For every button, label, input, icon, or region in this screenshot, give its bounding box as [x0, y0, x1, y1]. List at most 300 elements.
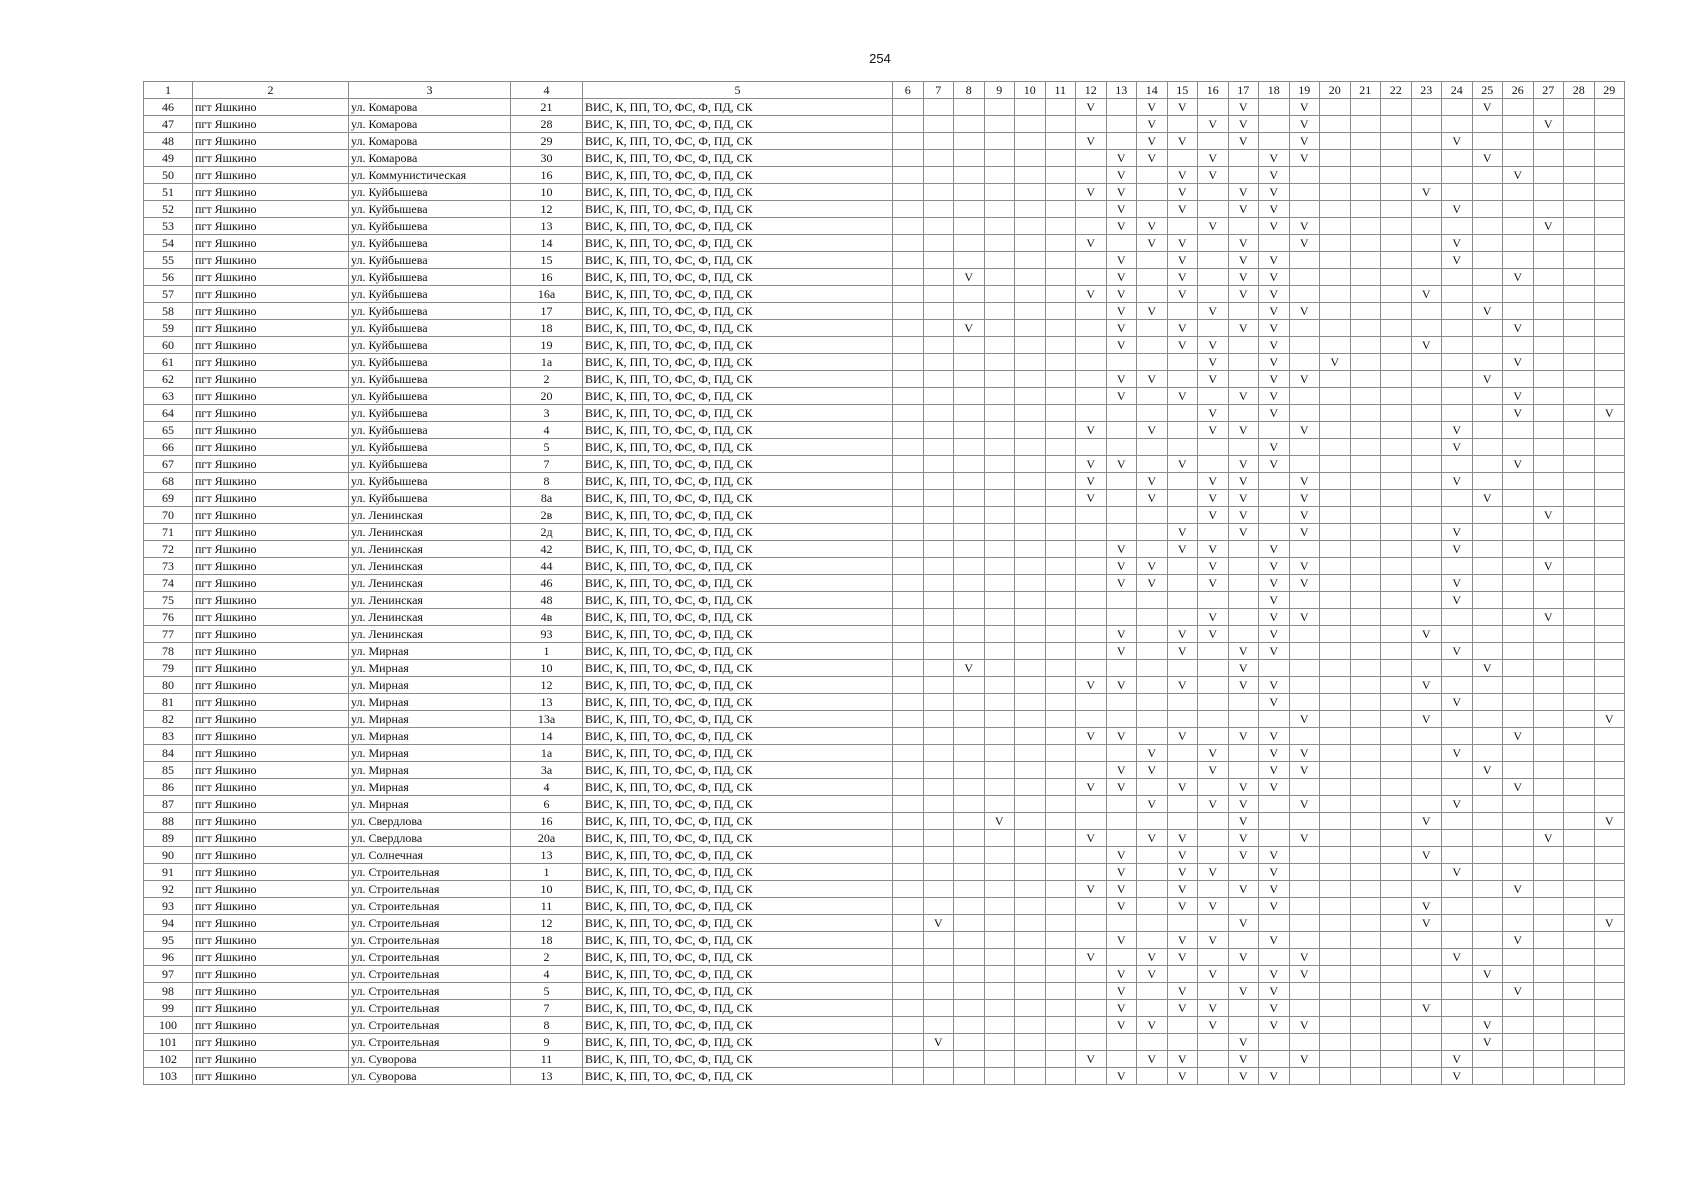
empty-cell — [893, 983, 924, 1000]
row-number: 78 — [144, 643, 193, 660]
empty-cell — [1442, 881, 1473, 898]
empty-cell — [1381, 558, 1412, 575]
empty-cell — [1045, 966, 1076, 983]
row-number: 59 — [144, 320, 193, 337]
empty-cell — [1472, 677, 1503, 694]
empty-cell — [1533, 915, 1564, 932]
empty-cell — [1411, 371, 1442, 388]
empty-cell — [1381, 99, 1412, 116]
settlement-cell: пгт Яшкино — [193, 609, 349, 626]
empty-cell — [984, 303, 1015, 320]
house-number-cell: 30 — [511, 150, 583, 167]
check-mark: V — [1411, 711, 1442, 728]
empty-cell — [1015, 286, 1046, 303]
empty-cell — [1076, 320, 1107, 337]
empty-cell — [1411, 116, 1442, 133]
empty-cell — [1076, 337, 1107, 354]
empty-cell — [1442, 218, 1473, 235]
empty-cell — [1015, 813, 1046, 830]
check-mark: V — [1472, 371, 1503, 388]
house-number-cell: 16а — [511, 286, 583, 303]
empty-cell — [1076, 507, 1107, 524]
empty-cell — [893, 354, 924, 371]
empty-cell — [1381, 1034, 1412, 1051]
empty-cell — [923, 473, 954, 490]
empty-cell — [1259, 915, 1290, 932]
column-header: 3 — [349, 82, 511, 99]
empty-cell — [954, 133, 985, 150]
empty-cell — [1503, 150, 1534, 167]
table-row — [144, 1051, 1625, 1068]
empty-cell — [1350, 609, 1381, 626]
empty-cell — [893, 524, 924, 541]
column-header: 22 — [1381, 82, 1412, 99]
empty-cell — [1503, 473, 1534, 490]
empty-cell — [1564, 371, 1595, 388]
empty-cell — [1381, 303, 1412, 320]
empty-cell — [893, 235, 924, 252]
house-number-cell: 13 — [511, 694, 583, 711]
check-mark: V — [1228, 881, 1259, 898]
check-mark: V — [1167, 286, 1198, 303]
empty-cell — [1320, 116, 1351, 133]
empty-cell — [1472, 507, 1503, 524]
check-mark: V — [1289, 473, 1320, 490]
work-types-cell: ВИС, К, ПП, ТО, ФС, Ф, ПД, СК — [583, 99, 893, 116]
check-mark: V — [1106, 184, 1137, 201]
row-number: 52 — [144, 201, 193, 218]
settlement-cell: пгт Яшкино — [193, 303, 349, 320]
empty-cell — [923, 235, 954, 252]
empty-cell — [1045, 694, 1076, 711]
empty-cell — [1472, 864, 1503, 881]
empty-cell — [1289, 541, 1320, 558]
empty-cell — [984, 847, 1015, 864]
empty-cell — [1137, 898, 1168, 915]
empty-cell — [1289, 456, 1320, 473]
empty-cell — [1228, 864, 1259, 881]
work-types-cell: ВИС, К, ПП, ТО, ФС, Ф, ПД, СК — [583, 524, 893, 541]
empty-cell — [1259, 133, 1290, 150]
empty-cell — [1594, 643, 1625, 660]
empty-cell — [1472, 1051, 1503, 1068]
check-mark: V — [1106, 541, 1137, 558]
table-row — [144, 1000, 1625, 1017]
empty-cell — [1289, 201, 1320, 218]
empty-cell — [923, 558, 954, 575]
empty-cell — [1015, 490, 1046, 507]
table-row — [144, 932, 1625, 949]
empty-cell — [954, 558, 985, 575]
check-mark: V — [1137, 830, 1168, 847]
empty-cell — [1472, 320, 1503, 337]
row-number: 93 — [144, 898, 193, 915]
empty-cell — [1411, 728, 1442, 745]
row-number: 100 — [144, 1017, 193, 1034]
check-mark: V — [1228, 643, 1259, 660]
house-number-cell: 13 — [511, 847, 583, 864]
empty-cell — [1411, 1017, 1442, 1034]
column-header: 2 — [193, 82, 349, 99]
empty-cell — [1381, 694, 1412, 711]
empty-cell — [1320, 847, 1351, 864]
empty-cell — [1381, 252, 1412, 269]
check-mark: V — [1289, 235, 1320, 252]
empty-cell — [1503, 116, 1534, 133]
empty-cell — [1228, 405, 1259, 422]
empty-cell — [1381, 150, 1412, 167]
empty-cell — [1411, 320, 1442, 337]
check-mark: V — [1106, 371, 1137, 388]
work-types-cell: ВИС, К, ПП, ТО, ФС, Ф, ПД, СК — [583, 150, 893, 167]
empty-cell — [1503, 813, 1534, 830]
empty-cell — [1076, 762, 1107, 779]
empty-cell — [1564, 813, 1595, 830]
check-mark: V — [1167, 235, 1198, 252]
empty-cell — [1411, 507, 1442, 524]
empty-cell — [1472, 626, 1503, 643]
table-row — [144, 694, 1625, 711]
empty-cell — [923, 320, 954, 337]
check-mark: V — [1259, 694, 1290, 711]
empty-cell — [954, 99, 985, 116]
empty-cell — [1198, 235, 1229, 252]
settlement-cell: пгт Яшкино — [193, 711, 349, 728]
empty-cell — [984, 966, 1015, 983]
empty-cell — [1137, 660, 1168, 677]
empty-cell — [1503, 99, 1534, 116]
empty-cell — [1381, 711, 1412, 728]
row-number: 55 — [144, 252, 193, 269]
empty-cell — [893, 813, 924, 830]
table-row — [144, 643, 1625, 660]
empty-cell — [1350, 133, 1381, 150]
empty-cell — [1350, 881, 1381, 898]
table-row — [144, 660, 1625, 677]
empty-cell — [1564, 116, 1595, 133]
settlement-cell: пгт Яшкино — [193, 881, 349, 898]
empty-cell — [984, 1017, 1015, 1034]
empty-cell — [1045, 167, 1076, 184]
check-mark: V — [1472, 1034, 1503, 1051]
table-row — [144, 116, 1625, 133]
check-mark: V — [1167, 99, 1198, 116]
empty-cell — [1167, 507, 1198, 524]
check-mark: V — [1442, 575, 1473, 592]
check-mark: V — [1198, 966, 1229, 983]
table-row — [144, 762, 1625, 779]
table-row — [144, 813, 1625, 830]
check-mark: V — [1259, 269, 1290, 286]
empty-cell — [1381, 524, 1412, 541]
empty-cell — [1594, 337, 1625, 354]
empty-cell — [984, 116, 1015, 133]
empty-cell — [1381, 320, 1412, 337]
empty-cell — [1198, 1068, 1229, 1085]
empty-cell — [1045, 728, 1076, 745]
settlement-cell: пгт Яшкино — [193, 847, 349, 864]
empty-cell — [1533, 337, 1564, 354]
work-types-cell: ВИС, К, ПП, ТО, ФС, Ф, ПД, СК — [583, 303, 893, 320]
house-number-cell: 16 — [511, 167, 583, 184]
empty-cell — [1594, 881, 1625, 898]
check-mark: V — [1198, 473, 1229, 490]
house-number-cell: 16 — [511, 813, 583, 830]
house-number-cell: 2 — [511, 371, 583, 388]
empty-cell — [1259, 711, 1290, 728]
empty-cell — [1350, 218, 1381, 235]
empty-cell — [1137, 1000, 1168, 1017]
empty-cell — [893, 439, 924, 456]
empty-cell — [1564, 966, 1595, 983]
empty-cell — [984, 762, 1015, 779]
empty-cell — [1076, 218, 1107, 235]
empty-cell — [893, 218, 924, 235]
table-row — [144, 473, 1625, 490]
empty-cell — [1167, 1017, 1198, 1034]
empty-cell — [1076, 116, 1107, 133]
check-mark: V — [1106, 252, 1137, 269]
empty-cell — [954, 388, 985, 405]
empty-cell — [1381, 388, 1412, 405]
check-mark: V — [1259, 677, 1290, 694]
empty-cell — [1350, 711, 1381, 728]
empty-cell — [1350, 286, 1381, 303]
check-mark: V — [1472, 150, 1503, 167]
empty-cell — [1350, 184, 1381, 201]
work-types-cell: ВИС, К, ПП, ТО, ФС, Ф, ПД, СК — [583, 133, 893, 150]
empty-cell — [923, 439, 954, 456]
empty-cell — [1076, 643, 1107, 660]
table-row — [144, 1068, 1625, 1085]
house-number-cell: 10 — [511, 881, 583, 898]
check-mark: V — [1442, 133, 1473, 150]
check-mark: V — [1259, 966, 1290, 983]
settlement-cell: пгт Яшкино — [193, 337, 349, 354]
empty-cell — [1381, 473, 1412, 490]
street-cell: ул. Мирная — [349, 762, 511, 779]
check-mark: V — [1137, 235, 1168, 252]
empty-cell — [923, 779, 954, 796]
empty-cell — [1533, 167, 1564, 184]
empty-cell — [1106, 694, 1137, 711]
empty-cell — [1594, 847, 1625, 864]
empty-cell — [1289, 252, 1320, 269]
empty-cell — [1533, 473, 1564, 490]
empty-cell — [1564, 626, 1595, 643]
empty-cell — [1381, 864, 1412, 881]
column-header: 20 — [1320, 82, 1351, 99]
empty-cell — [893, 422, 924, 439]
check-mark: V — [1259, 303, 1290, 320]
column-header: 14 — [1137, 82, 1168, 99]
empty-cell — [1472, 286, 1503, 303]
empty-cell — [923, 677, 954, 694]
empty-cell — [1015, 660, 1046, 677]
check-mark: V — [1442, 235, 1473, 252]
check-mark: V — [954, 660, 985, 677]
check-mark: V — [1594, 813, 1625, 830]
empty-cell — [1350, 575, 1381, 592]
check-mark: V — [1503, 779, 1534, 796]
street-cell: ул. Свердлова — [349, 813, 511, 830]
empty-cell — [1442, 167, 1473, 184]
empty-cell — [1289, 1000, 1320, 1017]
empty-cell — [1167, 762, 1198, 779]
empty-cell — [1167, 694, 1198, 711]
work-types-cell: ВИС, К, ПП, ТО, ФС, Ф, ПД, СК — [583, 320, 893, 337]
house-number-cell: 19 — [511, 337, 583, 354]
empty-cell — [1045, 898, 1076, 915]
empty-cell — [1015, 507, 1046, 524]
empty-cell — [1472, 609, 1503, 626]
empty-cell — [1045, 711, 1076, 728]
empty-cell — [1533, 864, 1564, 881]
empty-cell — [1198, 1051, 1229, 1068]
empty-cell — [1045, 201, 1076, 218]
house-number-cell: 2 — [511, 949, 583, 966]
house-number-cell: 46 — [511, 575, 583, 592]
row-number: 74 — [144, 575, 193, 592]
check-mark: V — [1442, 592, 1473, 609]
check-mark: V — [1198, 405, 1229, 422]
check-mark: V — [1167, 269, 1198, 286]
empty-cell — [1076, 1000, 1107, 1017]
settlement-cell: пгт Яшкино — [193, 660, 349, 677]
check-mark: V — [1411, 626, 1442, 643]
check-mark: V — [1167, 252, 1198, 269]
empty-cell — [1594, 439, 1625, 456]
empty-cell — [1594, 252, 1625, 269]
empty-cell — [1442, 1017, 1473, 1034]
check-mark: V — [1137, 116, 1168, 133]
empty-cell — [1045, 286, 1076, 303]
row-number: 47 — [144, 116, 193, 133]
empty-cell — [1320, 881, 1351, 898]
empty-cell — [1106, 507, 1137, 524]
settlement-cell: пгт Яшкино — [193, 966, 349, 983]
empty-cell — [1076, 660, 1107, 677]
check-mark: V — [1167, 133, 1198, 150]
check-mark: V — [1198, 609, 1229, 626]
empty-cell — [1106, 830, 1137, 847]
house-number-cell: 18 — [511, 932, 583, 949]
check-mark: V — [1228, 507, 1259, 524]
empty-cell — [1045, 677, 1076, 694]
empty-cell — [1381, 286, 1412, 303]
check-mark: V — [1137, 473, 1168, 490]
empty-cell — [1533, 796, 1564, 813]
empty-cell — [954, 490, 985, 507]
empty-cell — [1137, 626, 1168, 643]
check-mark: V — [1289, 762, 1320, 779]
empty-cell — [923, 711, 954, 728]
empty-cell — [954, 983, 985, 1000]
empty-cell — [1350, 592, 1381, 609]
check-mark: V — [1167, 541, 1198, 558]
empty-cell — [1198, 643, 1229, 660]
empty-cell — [893, 932, 924, 949]
check-mark: V — [1198, 422, 1229, 439]
row-number: 69 — [144, 490, 193, 507]
table-row — [144, 728, 1625, 745]
check-mark: V — [1472, 490, 1503, 507]
street-cell: ул. Мирная — [349, 779, 511, 796]
empty-cell — [1442, 898, 1473, 915]
check-mark: V — [1228, 847, 1259, 864]
empty-cell — [923, 983, 954, 1000]
empty-cell — [954, 592, 985, 609]
empty-cell — [1503, 643, 1534, 660]
empty-cell — [1594, 371, 1625, 388]
empty-cell — [1045, 1034, 1076, 1051]
empty-cell — [1228, 303, 1259, 320]
check-mark: V — [1198, 932, 1229, 949]
check-mark: V — [1167, 932, 1198, 949]
street-cell: ул. Строительная — [349, 1000, 511, 1017]
check-mark: V — [1411, 915, 1442, 932]
empty-cell — [984, 677, 1015, 694]
empty-cell — [923, 286, 954, 303]
empty-cell — [1015, 524, 1046, 541]
empty-cell — [893, 609, 924, 626]
empty-cell — [1442, 184, 1473, 201]
empty-cell — [1381, 490, 1412, 507]
empty-cell — [984, 439, 1015, 456]
check-mark: V — [1106, 286, 1137, 303]
empty-cell — [893, 660, 924, 677]
empty-cell — [1015, 864, 1046, 881]
empty-cell — [1045, 524, 1076, 541]
empty-cell — [1015, 337, 1046, 354]
settlement-cell: пгт Яшкино — [193, 456, 349, 473]
empty-cell — [1015, 694, 1046, 711]
empty-cell — [1350, 745, 1381, 762]
house-number-cell: 9 — [511, 1034, 583, 1051]
empty-cell — [1411, 252, 1442, 269]
empty-cell — [1045, 881, 1076, 898]
empty-cell — [923, 1000, 954, 1017]
empty-cell — [1472, 422, 1503, 439]
empty-cell — [1045, 813, 1076, 830]
house-number-cell: 3а — [511, 762, 583, 779]
work-types-cell: ВИС, К, ПП, ТО, ФС, Ф, ПД, СК — [583, 1034, 893, 1051]
empty-cell — [1350, 626, 1381, 643]
empty-cell — [1381, 813, 1412, 830]
empty-cell — [954, 949, 985, 966]
registry-table — [143, 81, 1625, 1085]
empty-cell — [1228, 762, 1259, 779]
house-number-cell: 1а — [511, 745, 583, 762]
empty-cell — [1350, 1017, 1381, 1034]
table-row — [144, 405, 1625, 422]
empty-cell — [1350, 201, 1381, 218]
settlement-cell: пгт Яшкино — [193, 167, 349, 184]
work-types-cell: ВИС, К, ПП, ТО, ФС, Ф, ПД, СК — [583, 1068, 893, 1085]
house-number-cell: 28 — [511, 116, 583, 133]
table-row — [144, 269, 1625, 286]
check-mark: V — [1259, 558, 1290, 575]
empty-cell — [1259, 830, 1290, 847]
check-mark: V — [1228, 1068, 1259, 1085]
row-number: 87 — [144, 796, 193, 813]
check-mark: V — [1106, 558, 1137, 575]
work-types-cell: ВИС, К, ПП, ТО, ФС, Ф, ПД, СК — [583, 337, 893, 354]
empty-cell — [1503, 252, 1534, 269]
check-mark: V — [1442, 864, 1473, 881]
empty-cell — [1350, 915, 1381, 932]
empty-cell — [984, 235, 1015, 252]
